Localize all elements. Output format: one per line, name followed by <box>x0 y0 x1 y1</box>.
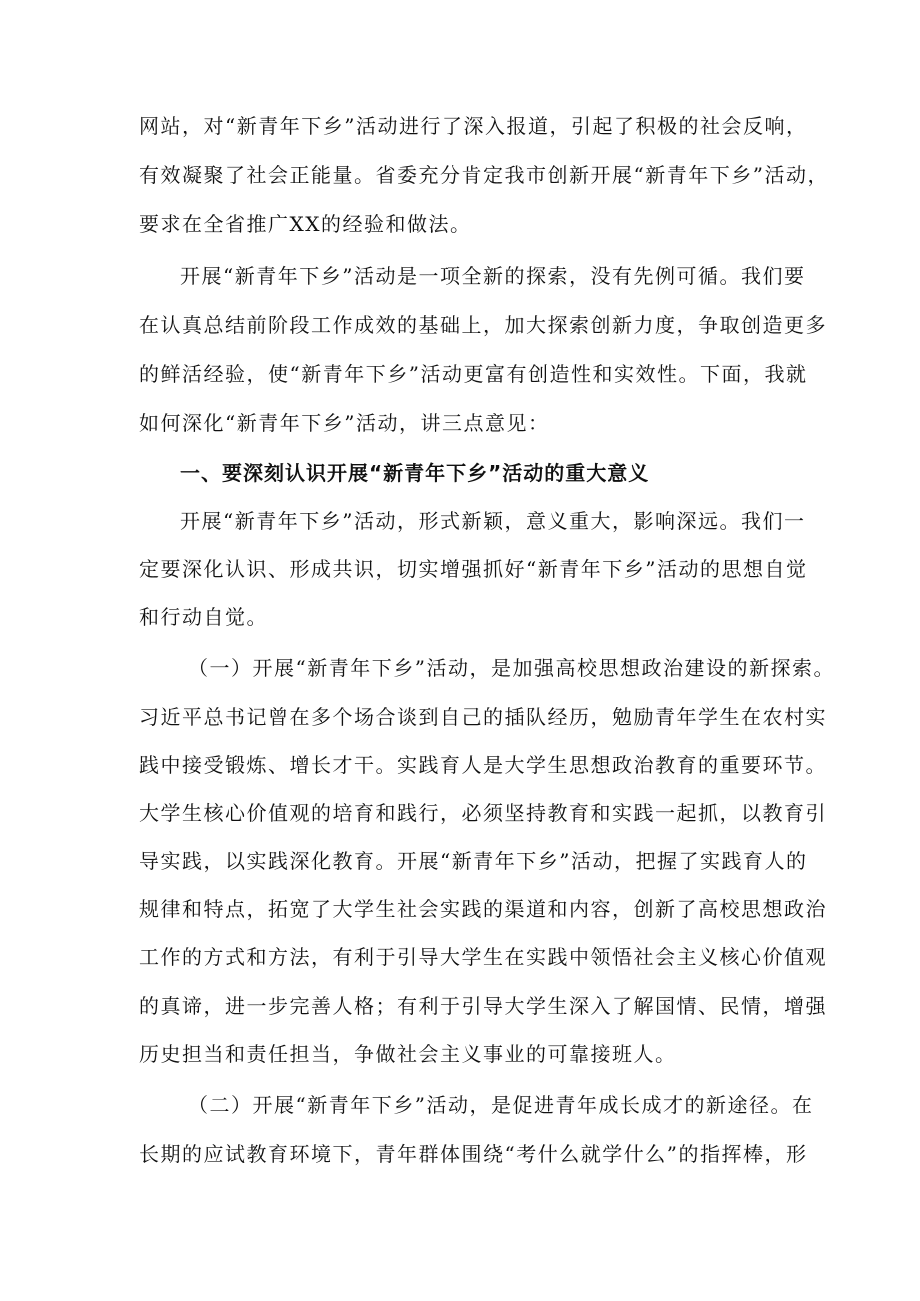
text-line: 网站，对“新青年下乡”活动进行了深入报道，引起了积极的社会反响， <box>139 114 808 138</box>
text-line: 和行动自觉。 <box>139 605 268 629</box>
text-line: 如何深化“新青年下乡”活动，讲三点意见： <box>139 411 550 435</box>
text-line: 大学生核心价值观的培育和践行，必须坚持教育和实践一起抓，以教育引 <box>139 801 827 825</box>
text-line: 习近平总书记曾在多个场合谈到自己的插队经历，勉励青年学生在农村实 <box>139 705 827 729</box>
text-line: 践中接受锻炼、增长才干。实践育人是大学生思想政治教育的重要环节。 <box>139 753 827 777</box>
text-line: （一）开展“新青年下乡”活动，是加强高校思想政治建设的新探索。 <box>188 656 835 680</box>
text-line: 开展“新青年下乡”活动，形式新颖，意义重大，影响深远。我们一 <box>180 509 806 533</box>
text-line: （二）开展“新青年下乡”活动，是促进青年成长成才的新途径。在 <box>188 1093 814 1117</box>
text-line: 定要深化认识、形成共识，切实增强抓好“新青年下乡”活动的思想自觉 <box>139 557 808 581</box>
text-line: 在认真总结前阶段工作成效的基础上，加大探索创新力度，争取创造更多 <box>139 313 827 337</box>
text-line: 的真谛，进一步完善人格；有利于引导大学生深入了解国情、民情，增强 <box>139 994 827 1018</box>
text-line: 的鲜活经验，使“新青年下乡”活动更富有创造性和实效性。下面，我就 <box>139 362 808 386</box>
section-heading: 一、要深刻认识开展“新青年下乡”活动的重大意义 <box>180 461 650 485</box>
text-line: 开展“新青年下乡”活动是一项全新的探索，没有先例可循。我们要 <box>180 264 806 288</box>
text-line: 长期的应试教育环境下，青年群体围绕“考什么就学什么”的指挥棒，形 <box>139 1142 808 1166</box>
text-line: 要求在全省推广XX的经验和做法。 <box>139 212 472 236</box>
text-line: 历史担当和责任担当，争做社会主义事业的可靠接班人。 <box>139 1042 677 1066</box>
text-line: 有效凝聚了社会正能量。省委充分肯定我市创新开展“新青年下乡”活动， <box>139 163 829 187</box>
text-line: 导实践，以实践深化教育。开展“新青年下乡”活动，把握了实践育人的 <box>139 849 808 873</box>
text-line: 规律和特点，拓宽了大学生社会实践的渠道和内容，创新了高校思想政治 <box>139 897 827 921</box>
text-line: 工作的方式和方法，有利于引导大学生在实践中领悟社会主义核心价值观 <box>139 945 827 969</box>
